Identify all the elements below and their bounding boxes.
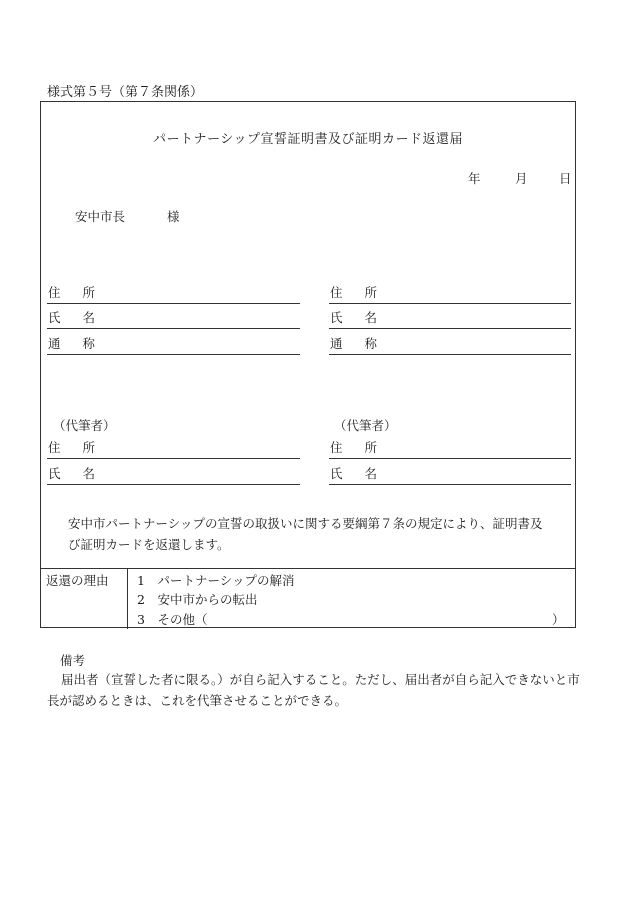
proxy1-name-field[interactable] xyxy=(47,463,300,485)
applicant1-address-field[interactable] xyxy=(47,282,300,304)
applicant2-alias-label: 通 称 xyxy=(330,336,386,351)
applicant1-name-label: 氏 名 xyxy=(48,310,104,325)
addressee-honorific: 様 xyxy=(167,209,180,224)
notes-title: 備考 xyxy=(60,653,86,668)
applicant2-name-label: 氏 名 xyxy=(330,310,386,325)
applicant2-address-label: 住 所 xyxy=(330,285,386,300)
return-statement: 安中市パートナーシップの宣誓の取扱いに関する要綱第７条の規定により、証明書及び証明カードを返還します。 xyxy=(68,516,543,552)
return-reason-section xyxy=(41,568,575,629)
date-month-label: 月 xyxy=(515,171,528,186)
reason-option-dissolution[interactable]: 1 パートナーシップの解消 xyxy=(137,573,295,588)
proxy1-label: （代筆者） xyxy=(53,418,116,433)
applicant1-name-field[interactable] xyxy=(47,307,300,329)
proxy2-label: （代筆者） xyxy=(334,418,397,433)
proxy2-name-field[interactable] xyxy=(329,463,571,485)
return-reason-heading: 返還の理由 xyxy=(46,573,109,588)
proxy1-address-label: 住 所 xyxy=(48,440,104,455)
applicant1-alias-field[interactable] xyxy=(47,333,300,355)
proxy2-address-label: 住 所 xyxy=(330,440,386,455)
applicant2-name-field[interactable] xyxy=(329,307,571,329)
proxy2-name-label: 氏 名 xyxy=(330,466,386,481)
proxy1-address-field[interactable] xyxy=(47,437,300,459)
applicant2-alias-field[interactable] xyxy=(329,333,571,355)
reason-other-close-paren: ） xyxy=(552,612,565,627)
form-number: 様式第５号（第７条関係） xyxy=(47,85,204,100)
addressee-name: 安中市長 xyxy=(75,209,126,224)
addressee xyxy=(75,207,180,225)
applicant1-alias-label: 通 称 xyxy=(48,336,104,351)
date-day-label: 日 xyxy=(559,171,572,186)
reason-divider xyxy=(127,569,128,629)
return-form-box xyxy=(40,101,576,628)
proxy2-address-field[interactable] xyxy=(329,437,571,459)
proxy1-name-label: 氏 名 xyxy=(48,466,104,481)
applicant2-address-field[interactable] xyxy=(329,282,571,304)
reason-option-relocation[interactable]: 2 安中市からの転出 xyxy=(137,592,258,607)
reason-option-other[interactable]: 3 その他（ xyxy=(137,612,208,627)
date-year-label: 年 xyxy=(468,171,481,186)
form-title: パートナーシップ宣誓証明書及び証明カード返還届 xyxy=(153,132,463,147)
applicant1-address-label: 住 所 xyxy=(48,285,104,300)
notes-body: 届出者（宣誓した者に限る。）が自ら記入すること。ただし、届出者が自ら記入できないと市長が認めるときは、これを代筆させることができる。 xyxy=(47,672,580,708)
